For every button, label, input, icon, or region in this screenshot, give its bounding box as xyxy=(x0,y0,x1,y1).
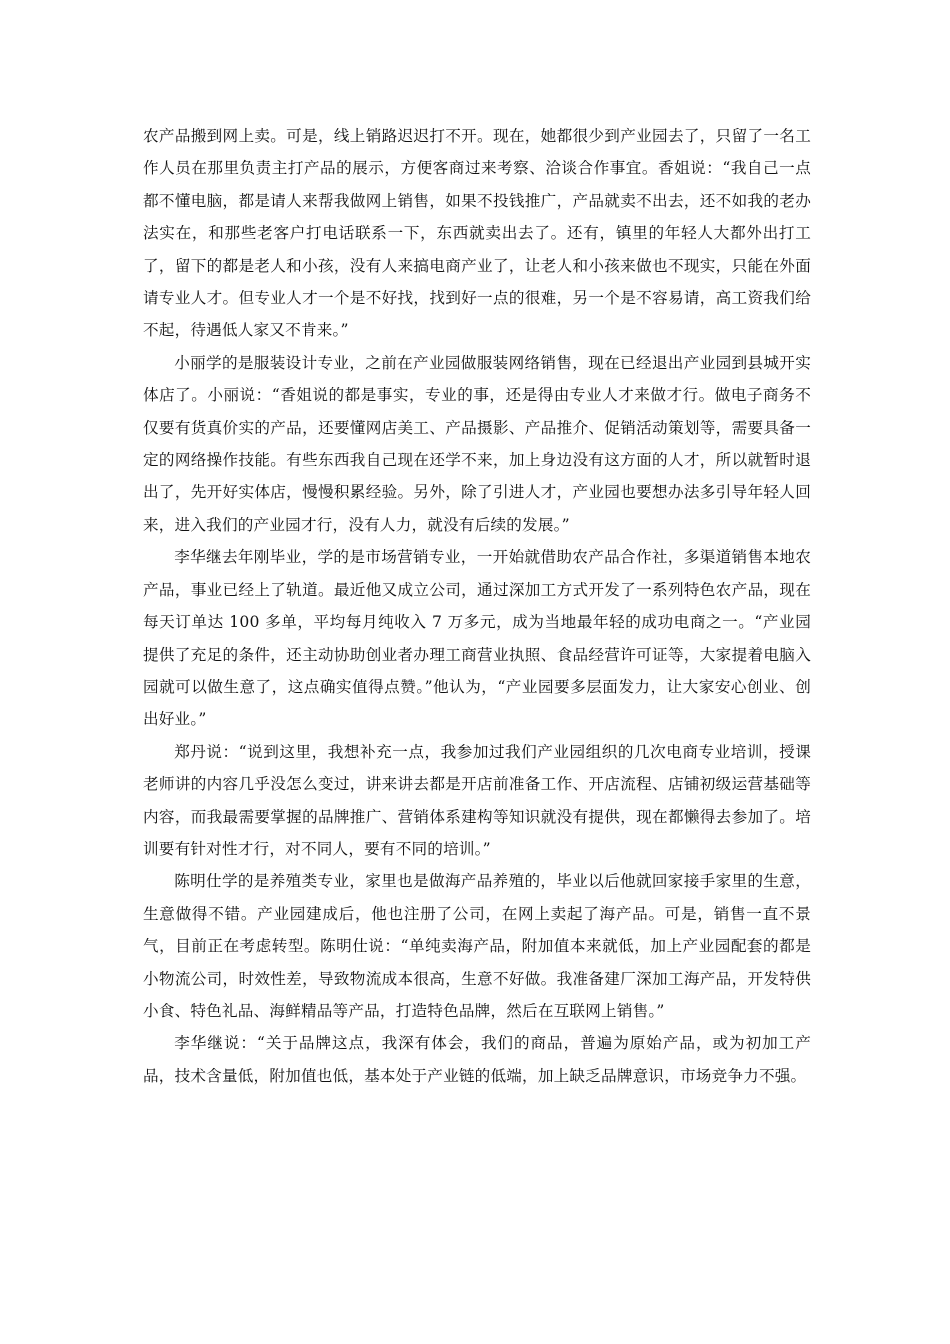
paragraph-6: 李华继说：“关于品牌这点，我深有体会，我们的商品，普遍为原始产品，或为初加工产品，技术含量低，附加值也低，基本处于产业链的低端，加上缺乏品牌意识，市场竞争力不强。 xyxy=(143,1034,811,1085)
paragraph-1: 农产品搬到网上卖。可是，线上销路迟迟打不开。现在，她都很少到产业园去了，只留了一名工作人员在那里负责主打产品的展示，方便客商过来考察、洽谈合作事宜。香姐说：“我自己一点都不懂电脑，都是请人来帮我做网上销售，如果不投钱推广，产品就卖不出去，还不如我的老办法实在，和那些老客户打电话联系一下，东西就卖出去了。还有，镇里的年轻人大都外出打工了，留下的都是老人和小孩，没有人来搞电商产业了，让老人和小孩来做也不现实，只能在外面请专业人才。但专业人才一个是不好找，找到好一点的很难，另一个是不容易请，高工资我们给不起，待遇低人家又不肯来。” xyxy=(143,127,811,340)
paragraph-2: 小丽学的是服装设计专业，之前在产业园做服装网络销售，现在已经退出产业园到县城开实体店了。小丽说：“香姐说的都是事实，专业的事，还是得由专业人才来做才行。做电子商务不仅要有货真价实的产品，还要懂网店美工、产品摄影、产品推介、促销活动策划等，需要具备一定的网络操作技能。有些东西我自己现在还学不来，加上身边没有这方面的人才，所以就暂时退出了，先开好实体店，慢慢积累经验。另外，除了引进人才，产业园也要想办法多引导年轻人回来，进入我们的产业园才行，没有人力，就没有后续的发展。” xyxy=(143,353,811,534)
document-body xyxy=(143,120,811,1092)
paragraph-3: 李华继去年刚毕业，学的是市场营销专业，一开始就借助农产品合作社，多渠道销售本地农产品，事业已经上了轨道。最近他又成立公司，通过深加工方式开发了一系列特色农产品，现在每天订单达 100 多单，平均每月纯收入 7 万多元，成为当地最年轻的成功电商之一。“产业园提供了充足的条件，还主动协助创业者办理工商营业执照、食品经营许可证等，大家提着电脑入园就可以做生意了，这点确实值得点赞。”他认为，“产业园要多层面发力，让大家安心创业、创出好业。” xyxy=(143,548,811,729)
paragraph-4: 郑丹说：“说到这里，我想补充一点，我参加过我们产业园组织的几次电商专业培训，授课老师讲的内容几乎没怎么变过，讲来讲去都是开店前准备工作、开店流程、店铺初级运营基础等内容，而我最需要掌握的品牌推广、营销体系建构等知识就没有提供，现在都懒得去参加了。培训要有针对性才行，对不同人，要有不同的培训。” xyxy=(143,742,811,858)
paragraph-5: 陈明仕学的是养殖类专业，家里也是做海产品养殖的，毕业以后他就回家接手家里的生意，生意做得不错。产业园建成后，他也注册了公司，在网上卖起了海产品。可是，销售一直不景气，目前正在考虑转型。陈明仕说：“单纯卖海产品，附加值本来就低，加上产业园配套的都是小物流公司，时效性差，导致物流成本很高，生意不好做。我准备建厂深加工海产品，开发特供小食、特色礼品、海鲜精品等产品，打造特色品牌，然后在互联网上销售。” xyxy=(143,872,811,1020)
